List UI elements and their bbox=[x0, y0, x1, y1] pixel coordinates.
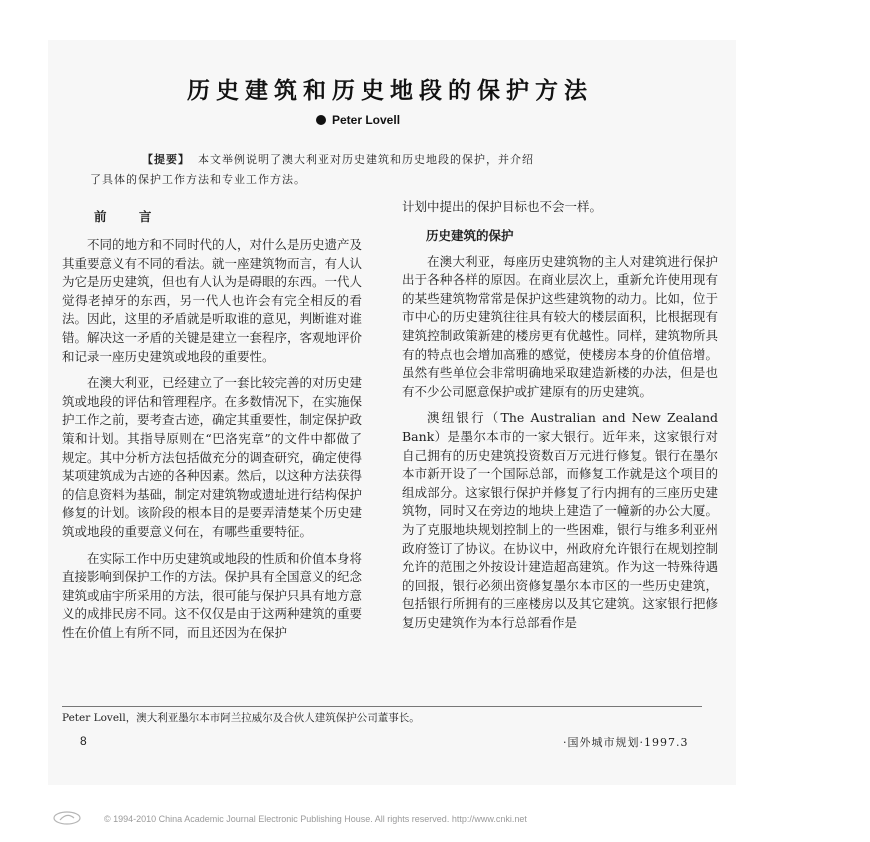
abstract-label: 【提要】 bbox=[142, 153, 190, 166]
author-name: Peter Lovell bbox=[332, 113, 401, 127]
left-column bbox=[62, 206, 362, 642]
article-title: 历史建筑和历史地段的保护方法 bbox=[187, 77, 593, 104]
section-heading-protection: 历史建筑的保护 bbox=[426, 227, 514, 243]
paragraph: 不同的地方和不同时代的人，对什么是历史遗产及其重要意义有不同的看法。就一座建筑物而言，有人认为它是历史建筑，但也有人认为是碍眼的东西。一代人觉得老掉牙的东西，另一代人也许会有完全相反的看法。因此，这里的矛盾就是听取谁的意见，判断谁对谁错。解决这一矛盾的关键是建立一套程序，客观地评价和记录一座历史建筑或地段的重要性。 bbox=[62, 237, 363, 364]
paragraph: 在实际工作中历史建筑或地段的性质和价值本身将直接影响到保护工作的方法。保护具有全国意义的纪念建筑或庙宇所采用的方法，很可能与保护只具有地方意义的成排民房不同。这不仅仅是由于这两种建筑的重要性在价值上有所不同，而且还因为在保护 bbox=[62, 550, 363, 640]
author-line bbox=[316, 113, 400, 127]
page-number: 8 bbox=[80, 734, 87, 748]
footnote-divider bbox=[62, 706, 702, 707]
paragraph: 澳纽银行（The Australian and New Zealand Bank）是墨尔本市的一家大银行。近年来，这家银行对自己拥有的历史建筑投资数百万元进行修复。银行在墨尔本市新开设了一个国际总部，而修复工作就是这个项目的组成部分。这家银行保护并修复了行内拥有的三座历史建筑物，同时又在旁边的地块上建造了一幢新的办公大厦。为了克服地块规划控制上的一些困难，银行与维多利亚州政府签订了协议。在协议中，州政府允许银行在规划控制允许的范围之外按设计建造超高建筑。作为这一特殊待遇的回报，银行必须出资修复墨尔本市区的一些历史建筑，包括银行所拥有的三座楼房以及其它建筑。这家银行把修复历史建筑作为本行总部看作是 bbox=[402, 410, 718, 630]
paragraph-continuation: 计划中提出的保护目标也不会一样。 bbox=[402, 199, 603, 214]
footnote: Peter Lovell，澳大利亚墨尔本市阿兰拉威尔及合伙人建筑保护公司董事长。 bbox=[62, 712, 420, 724]
section-heading-preface: 前 言 bbox=[94, 209, 166, 224]
bullet-icon bbox=[316, 115, 326, 125]
paragraph: 在澳大利亚，每座历史建筑物的主人对建筑进行保护出于各种各样的原因。在商业层次上，重新允许使用现有的某些建筑物常常是保护这些建筑物的动力。比如，位于市中心的历史建筑往往具有较大的楼层面积，比根据现有建筑控制政策新建的楼房更有优越性。同样，建筑物所具有的特点也会增加高雅的感觉，使楼房本身的价值倍增。虽然有些单位会非常明确地采取建造新楼的办法，但是也有不少公司愿意保护或扩建原有的历史建筑。 bbox=[402, 253, 718, 399]
cnki-logo-icon bbox=[52, 810, 82, 826]
abstract-line-2: 了具体的保护工作方法和专业工作方法。 bbox=[90, 173, 306, 186]
abstract bbox=[90, 150, 696, 190]
copyright-notice: © 1994-2010 China Academic Journal Electronic Publishing House. All rights reserved. http://www.cnki.net bbox=[104, 814, 527, 824]
right-column bbox=[402, 198, 718, 632]
paragraph: 在澳大利亚，已经建立了一套比较完善的对历史建筑或地段的评估和管理程序。在多数情况下，在实施保护工作之前，要考查古迹，确定其重要性，制定保护政策和计划。其指导原则在“巴洛宪章”的文件中都做了规定。其中分析方法包括做充分的调查研究，确定使得某项建筑成为古迹的各种因素。然后，以这种方法获得的信息资料为基础，制定对建筑物或遗址进行结构保护修复的计划。该阶段的根本目的是要弄清楚某个历史建筑或地段的重要意义何在，有哪些重要特征。 bbox=[62, 375, 363, 539]
journal-info: ·国外城市规划·1997.3 bbox=[563, 736, 689, 749]
abstract-line-1 bbox=[90, 150, 696, 170]
abstract-text-1: 本文举例说明了澳大利亚对历史建筑和历史地段的保护，并介绍 bbox=[198, 153, 534, 166]
